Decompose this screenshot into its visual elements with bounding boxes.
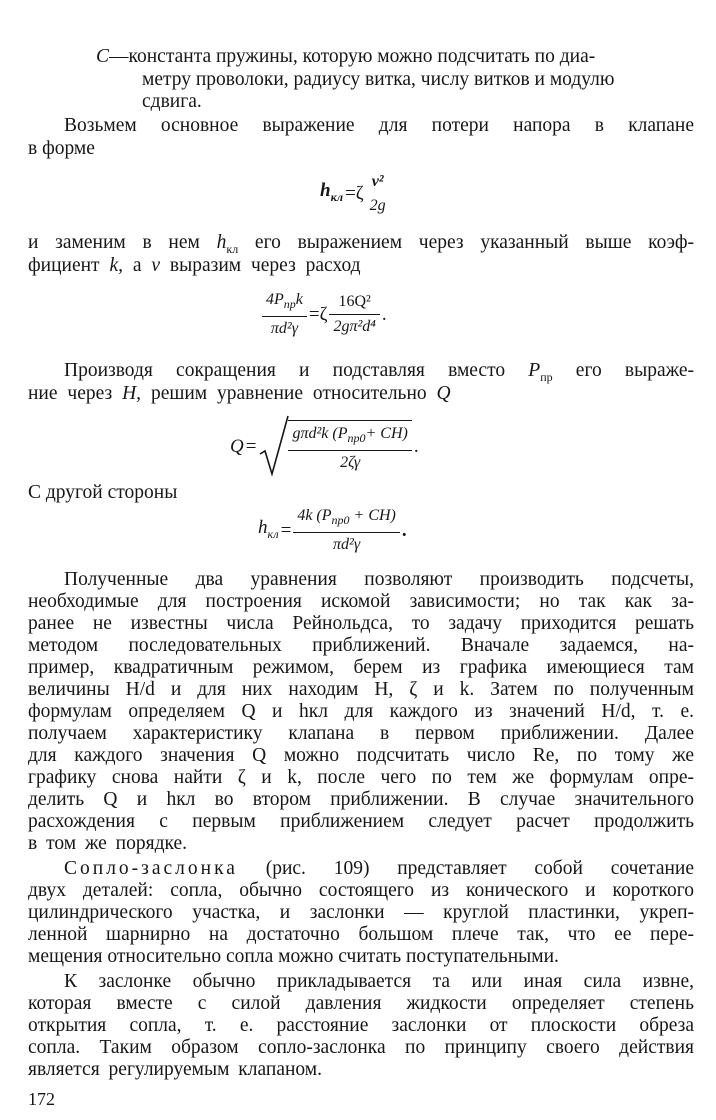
para6-line-1: [64, 858, 694, 880]
formula1-num: v²: [371, 173, 384, 190]
formula4-lhs-sub: кл: [267, 526, 279, 541]
para7-line: является регулируемым клапаном.: [28, 1059, 323, 1080]
formula2-num-left: 4P: [266, 291, 284, 308]
formula4-end: .: [401, 519, 407, 541]
formula3-den: 2ζγ: [340, 454, 361, 472]
para3-text-d: решим уравнение относительно: [141, 383, 437, 404]
definition-line-1: [96, 46, 595, 68]
para4-line-1: С другой стороны: [28, 482, 178, 503]
para2-v: v: [151, 255, 161, 276]
formula2-end: .: [381, 303, 387, 325]
formula3-num-sub: пр0: [347, 431, 366, 446]
formula3-eq: =: [245, 435, 257, 457]
para2-line-2: [28, 255, 361, 277]
definition-text-1: константа пружины, которую можно подсчитать по диа-: [128, 46, 596, 67]
para5-line: ранее не известны числа Рейнольдса, то задачу приходится решать: [28, 613, 694, 634]
para3-line-2: [28, 383, 451, 405]
para1-line-1: Возьмем основное выражение для потери напора в клапане: [64, 115, 694, 136]
formula1-eq: =ζ: [345, 183, 364, 204]
para2-text-d: а: [122, 255, 152, 276]
para5-line: формулам определяем Q и hкл для каждого из значений H/d, т. е.: [28, 701, 694, 722]
para5-line: необходимые для построения искомой зависимости; но так как за-: [28, 591, 694, 612]
formula3-num: gπd²k (P: [292, 425, 348, 442]
para6-line: двух деталей: сопла, обычно состоящего из конического и короткого: [28, 880, 694, 901]
para3-text-b: его выраже-: [552, 360, 694, 381]
para3-p: P: [528, 360, 541, 381]
page-number: 172: [28, 1089, 55, 1109]
formula2-num-left-k: k: [295, 291, 303, 308]
para7-line: которая вместе с силой давления жидкости определяет степень: [28, 993, 694, 1014]
formula4-eq: =: [280, 519, 292, 541]
formula2-den-right: 2gπ²d⁴: [333, 318, 376, 336]
para1-line-2: в форме: [28, 138, 95, 159]
formula4-num-tail: + CH): [349, 507, 396, 524]
para5-line: Полученные два уравнения позволяют производить подсчеты,: [64, 569, 694, 590]
term-nozzle-flapper: Сопло-заслонка: [64, 858, 238, 879]
formula2-num-right: 16Q²: [329, 292, 379, 315]
para5-line: делить Q и hкл во втором приближении. В случае значительного: [28, 789, 694, 810]
formula3-sqrt: [258, 420, 411, 473]
definition-dash: —: [109, 46, 129, 67]
formula2-eq: =ζ: [308, 303, 328, 325]
para6-line: цилиндрического участка, и заслонки — круглой пластинки, укреп-: [28, 902, 694, 923]
formula1-lhs: h: [320, 180, 331, 202]
para2-k: k,: [109, 255, 123, 276]
formula-head-loss-2: [258, 506, 409, 555]
para3-text-c: ние через: [28, 383, 123, 404]
formula1-den: 2g: [369, 197, 386, 214]
para3-q: Q: [436, 383, 451, 404]
formula3-num-tail: + CH): [365, 425, 408, 442]
formula-head-loss: [320, 172, 390, 216]
para7-line: сопла. Таким образом сопло-заслонка по принципу своего действия: [28, 1037, 694, 1058]
formula3-lhs: Q: [230, 435, 244, 457]
para6-line: ленной шарнирно на достаточно большом плече так, что ее пере-: [28, 924, 694, 945]
formula4-den: πd²γ: [333, 536, 361, 554]
para6-line: мещения относительно сопла можно считать поступательными.: [28, 946, 559, 967]
formula4-num: 4k (P: [297, 507, 332, 524]
para5-line: для каждого значения Q можно подсчитать число Re, по тому же: [28, 745, 694, 766]
para5-line: расхождения с первым приближением следует расчет продолжить: [28, 811, 694, 832]
para5-line: получаем характеристику клапана в первом приближении. Далее: [28, 723, 694, 744]
para5-line: величины H/d и для них находим H, ζ и k. Затем по полученным: [28, 679, 694, 700]
formula2-den-left: πd²γ: [270, 320, 298, 338]
para5-line: графику снова найти ζ и k, после чего по тем же формулам опре-: [28, 767, 694, 788]
para5-line: пример, квадратичным режимом, берем из графика имеющиеся там: [28, 657, 694, 678]
formula4-num-sub: пр0: [331, 513, 350, 528]
para2-h-sub: кл: [226, 241, 239, 256]
para6-text-rest: (рис. 109) представляет собой сочетание: [237, 858, 694, 879]
para5-line: в том же порядке.: [28, 833, 188, 854]
para5-line: методом последовательных приближений. Вначале задаемся, на-: [28, 635, 694, 656]
formula4-lhs: h: [258, 516, 268, 538]
radical-sign-icon: [258, 414, 290, 476]
para2-text-b: его выражением через указанный выше коэф-: [238, 232, 694, 253]
para2-text-c: фициент: [28, 255, 110, 276]
formula2-num-left-sub: пр: [283, 297, 296, 312]
formula-flow-rate: [230, 420, 421, 473]
constant-symbol: C: [96, 46, 110, 67]
definition-line-3: сдвига.: [142, 91, 202, 112]
para3-p-sub: пр: [540, 369, 553, 384]
para2-h: h: [216, 232, 227, 253]
para3-h: H,: [122, 383, 142, 404]
para7-line: открытия сопла, т. е. расстояние заслонки от плоскости обреза: [28, 1015, 694, 1036]
para7-line: К заслонке обычно прикладывается та или иная сила извне,: [64, 971, 694, 992]
para2-text-e: выразим через расход: [160, 255, 361, 276]
para2-text-a: и заменим в нем: [28, 232, 217, 253]
formula3-end: .: [413, 435, 419, 457]
formula-substitution: [262, 290, 389, 339]
definition-line-2: метру проволоки, радиусу витка, числу витков и модулю: [142, 69, 615, 90]
formula1-lhs-sub: кл: [330, 189, 344, 204]
para3-text-a: Производя сокращения и подставляя вместо: [64, 360, 529, 381]
